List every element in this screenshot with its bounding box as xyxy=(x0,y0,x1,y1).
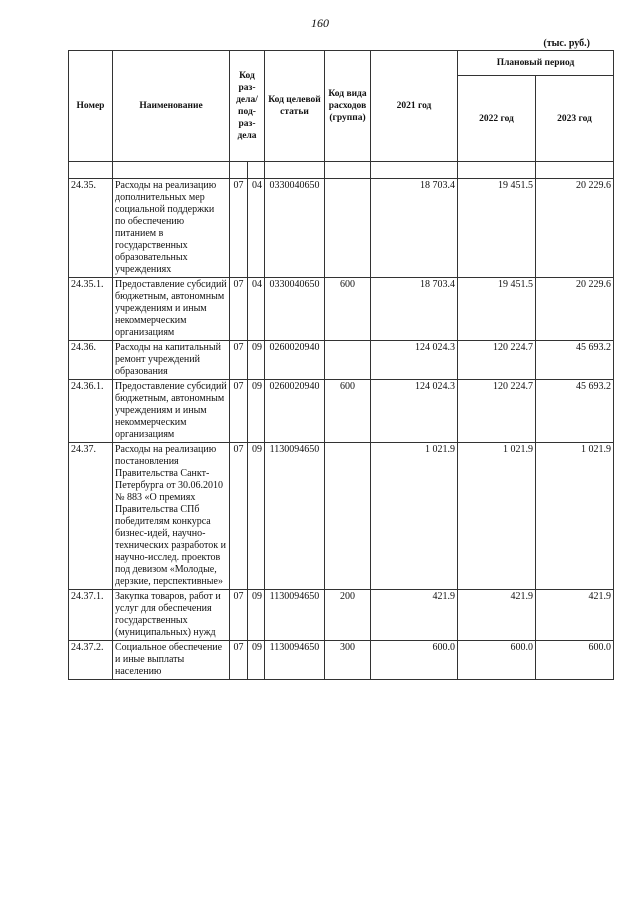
row-2021: 18 703.4 xyxy=(371,278,458,341)
row-name: Расходы на реализацию постановления Правительства Санкт-Петербурга от 30.06.2010 № 883 «О премиях Правительства СПб победителям конкурса бизнес-идей, научно-технических разработок и научно-исслед. проектов под девизом «Молодые, дерзкие, перспективные» xyxy=(113,443,230,590)
row-subsection: 04 xyxy=(248,179,265,278)
row-2022: 600.0 xyxy=(458,641,536,680)
row-2022: 19 451.5 xyxy=(458,278,536,341)
row-2021: 124 024.3 xyxy=(371,341,458,380)
row-name: Предоставление субсидий бюджетным, автономным учреждениям и иным некоммерческим организациям xyxy=(113,278,230,341)
row-2023: 421.9 xyxy=(536,590,614,641)
row-target-code: 1130094650 xyxy=(265,443,325,590)
table-row xyxy=(69,278,614,341)
spacer-row xyxy=(69,162,614,179)
row-number: 24.36.1. xyxy=(69,380,113,443)
row-2022: 1 021.9 xyxy=(458,443,536,590)
units-label: (тыс. руб.) xyxy=(543,38,590,49)
row-expense-code: 600 xyxy=(325,380,371,443)
row-2021: 18 703.4 xyxy=(371,179,458,278)
table-row xyxy=(69,443,614,590)
header-2023: 2023 год xyxy=(536,76,614,162)
row-subsection: 09 xyxy=(248,341,265,380)
row-expense-code: 300 xyxy=(325,641,371,680)
header-section-code: Код раз- дела/ под- раз- дела xyxy=(230,51,265,162)
header-2022: 2022 год xyxy=(458,76,536,162)
row-target-code: 0260020940 xyxy=(265,341,325,380)
row-2022: 120 224.7 xyxy=(458,380,536,443)
row-2023: 20 229.6 xyxy=(536,278,614,341)
row-section: 07 xyxy=(230,641,248,680)
row-2022: 120 224.7 xyxy=(458,341,536,380)
row-expense-code xyxy=(325,341,371,380)
header-name: Наименование xyxy=(113,51,230,162)
row-expense-code: 200 xyxy=(325,590,371,641)
header-target-code: Код целевой статьи xyxy=(265,51,325,162)
budget-table xyxy=(68,50,614,680)
header-plan-period: Плановый период xyxy=(458,51,614,76)
row-name: Социальное обеспечение и иные выплаты населению xyxy=(113,641,230,680)
row-name: Расходы на капитальный ремонт учреждений образования xyxy=(113,341,230,380)
table-row xyxy=(69,641,614,680)
table-row xyxy=(69,380,614,443)
row-name: Расходы на реализацию дополнительных мер социальной поддержки по обеспечению питанием в государственных образовательных учреждениях xyxy=(113,179,230,278)
row-subsection: 09 xyxy=(248,641,265,680)
row-number: 24.36. xyxy=(69,341,113,380)
row-section: 07 xyxy=(230,443,248,590)
header-expense-code: Код вида расходов (группа) xyxy=(325,51,371,162)
row-2022: 421.9 xyxy=(458,590,536,641)
row-number: 24.35. xyxy=(69,179,113,278)
row-2023: 45 693.2 xyxy=(536,341,614,380)
row-2023: 45 693.2 xyxy=(536,380,614,443)
row-subsection: 09 xyxy=(248,590,265,641)
row-2023: 20 229.6 xyxy=(536,179,614,278)
row-section: 07 xyxy=(230,341,248,380)
row-2023: 1 021.9 xyxy=(536,443,614,590)
row-section: 07 xyxy=(230,380,248,443)
row-name: Закупка товаров, работ и услуг для обеспечения государственных (муниципальных) нужд xyxy=(113,590,230,641)
row-section: 07 xyxy=(230,590,248,641)
row-target-code: 0260020940 xyxy=(265,380,325,443)
row-2021: 1 021.9 xyxy=(371,443,458,590)
row-subsection: 09 xyxy=(248,380,265,443)
row-target-code: 0330040650 xyxy=(265,278,325,341)
row-number: 24.37. xyxy=(69,443,113,590)
row-2021: 124 024.3 xyxy=(371,380,458,443)
row-2021: 600.0 xyxy=(371,641,458,680)
row-2023: 600.0 xyxy=(536,641,614,680)
row-expense-code xyxy=(325,443,371,590)
row-number: 24.37.1. xyxy=(69,590,113,641)
row-2022: 19 451.5 xyxy=(458,179,536,278)
page-number: 160 xyxy=(311,16,329,30)
row-subsection: 09 xyxy=(248,443,265,590)
table-row xyxy=(69,341,614,380)
row-expense-code: 600 xyxy=(325,278,371,341)
row-2021: 421.9 xyxy=(371,590,458,641)
row-name: Предоставление субсидий бюджетным, автономным учреждениям и иным некоммерческим организациям xyxy=(113,380,230,443)
row-target-code: 1130094650 xyxy=(265,590,325,641)
row-target-code: 0330040650 xyxy=(265,179,325,278)
row-section: 07 xyxy=(230,179,248,278)
table-row xyxy=(69,179,614,278)
header-2021: 2021 год xyxy=(371,51,458,162)
row-target-code: 1130094650 xyxy=(265,641,325,680)
row-number: 24.35.1. xyxy=(69,278,113,341)
table-row xyxy=(69,590,614,641)
row-number: 24.37.2. xyxy=(69,641,113,680)
row-subsection: 04 xyxy=(248,278,265,341)
header-number: Номер xyxy=(69,51,113,162)
row-expense-code xyxy=(325,179,371,278)
row-section: 07 xyxy=(230,278,248,341)
